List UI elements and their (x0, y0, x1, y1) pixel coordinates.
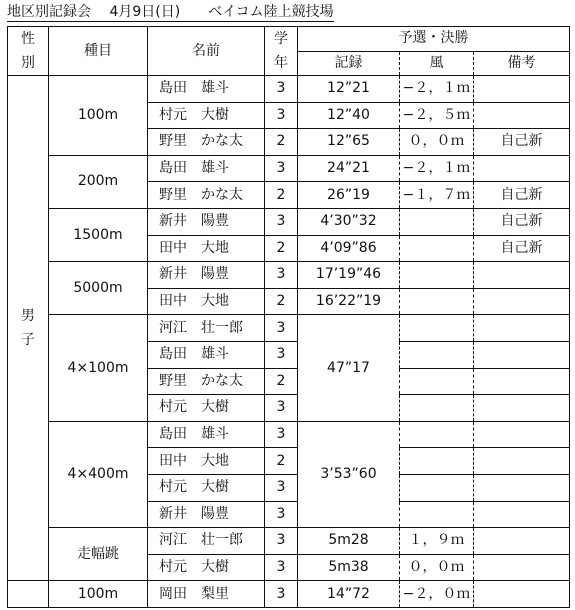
note-cell (474, 474, 570, 501)
note-cell (474, 581, 570, 608)
note-cell (474, 341, 570, 368)
athlete-name: 野里 かな太 (148, 182, 265, 209)
table-row (8, 528, 570, 555)
athlete-name: 岡田 梨里 (148, 581, 265, 608)
record-cell: 12”21 (298, 76, 400, 103)
wind-cell: １，９ｍ (400, 528, 474, 555)
header-name: 名前 (148, 27, 265, 76)
event-name: 4×100m (49, 315, 148, 421)
athlete-name: 村元 大樹 (148, 102, 265, 129)
athlete-grade: 3 (265, 581, 298, 608)
gender-female (8, 581, 49, 608)
athlete-name: 野里 かな太 (148, 129, 265, 156)
note-cell (474, 315, 570, 342)
athlete-name: 田中 大地 (148, 448, 265, 475)
note-cell (474, 102, 570, 129)
athlete-grade: 3 (265, 421, 298, 448)
note-cell (474, 262, 570, 289)
note-cell (474, 368, 570, 395)
event-name: 100m (49, 581, 148, 608)
athlete-name: 島田 雄斗 (148, 155, 265, 182)
wind-cell: −１，７ｍ (400, 182, 474, 209)
athlete-grade: 3 (265, 155, 298, 182)
note-cell (474, 448, 570, 475)
record-cell: 17’19”46 (298, 262, 400, 289)
wind-cell (400, 288, 474, 315)
table-row (8, 27, 570, 52)
athlete-name: 村元 大樹 (148, 554, 265, 581)
header-wind: 風 (400, 51, 474, 76)
header-note: 備考 (474, 51, 570, 76)
record-cell: 14”72 (298, 581, 400, 608)
athlete-name: 村元 大樹 (148, 474, 265, 501)
athlete-name: 新井 陽豊 (148, 262, 265, 289)
athlete-name: 島田 雄斗 (148, 421, 265, 448)
wind-cell (400, 262, 474, 289)
wind-cell: −２，０ｍ (400, 581, 474, 608)
note-cell: 自己新 (474, 235, 570, 262)
wind-cell (400, 315, 474, 342)
athlete-grade: 3 (265, 76, 298, 103)
wind-cell (400, 395, 474, 422)
wind-cell (400, 368, 474, 395)
note-cell (474, 288, 570, 315)
athlete-grade: 3 (265, 208, 298, 235)
athlete-grade: 3 (265, 501, 298, 528)
header-event: 種目 (49, 27, 148, 76)
athlete-grade: 3 (265, 474, 298, 501)
note-cell (474, 395, 570, 422)
athlete-grade: 3 (265, 528, 298, 555)
note-cell (474, 76, 570, 103)
athlete-name: 河江 壮一郎 (148, 528, 265, 555)
table-row (8, 262, 570, 289)
wind-cell (400, 474, 474, 501)
note-cell: 自己新 (474, 208, 570, 235)
record-cell: 26”19 (298, 182, 400, 209)
athlete-grade: 3 (265, 262, 298, 289)
athlete-name: 島田 雄斗 (148, 341, 265, 368)
gender-male: 男 子 (8, 76, 49, 581)
athlete-grade: 3 (265, 341, 298, 368)
athlete-grade: 3 (265, 395, 298, 422)
athlete-grade: 3 (265, 315, 298, 342)
wind-cell: ０，０ｍ (400, 129, 474, 156)
wind-cell: ０，０ｍ (400, 554, 474, 581)
record-cell: 24”21 (298, 155, 400, 182)
record-cell: 5m38 (298, 554, 400, 581)
note-cell: 自己新 (474, 182, 570, 209)
athlete-name: 島田 雄斗 (148, 76, 265, 103)
record-cell: 4’30”32 (298, 208, 400, 235)
athlete-name: 田中 大地 (148, 235, 265, 262)
event-name: 200m (49, 155, 148, 208)
header-grade: 学 年 (265, 27, 298, 76)
table-row (8, 208, 570, 235)
note-cell (474, 501, 570, 528)
header-prelim-final: 予選・決勝 (298, 27, 570, 52)
note-cell (474, 421, 570, 448)
athlete-name: 河江 壮一郎 (148, 315, 265, 342)
note-cell (474, 155, 570, 182)
table-row (8, 581, 570, 608)
record-cell: 5m28 (298, 528, 400, 555)
event-name: 4×400m (49, 421, 148, 527)
athlete-grade: 2 (265, 129, 298, 156)
athlete-grade: 2 (265, 368, 298, 395)
athlete-name: 田中 大地 (148, 288, 265, 315)
wind-cell (400, 421, 474, 448)
event-name: 5000m (49, 262, 148, 315)
header-gender: 性 別 (8, 27, 49, 76)
athlete-name: 野里 かな太 (148, 368, 265, 395)
athlete-grade: 2 (265, 182, 298, 209)
athlete-grade: 2 (265, 288, 298, 315)
note-cell: 自己新 (474, 129, 570, 156)
document-title: 地区別記録会 4月9日(日) ベイコム陸上競技場 (7, 4, 334, 20)
wind-cell (400, 208, 474, 235)
wind-cell (400, 235, 474, 262)
athlete-grade: 2 (265, 448, 298, 475)
record-cell: 16’22”19 (298, 288, 400, 315)
athlete-grade: 2 (265, 235, 298, 262)
wind-cell: −２，１ｍ (400, 155, 474, 182)
wind-cell: −２，５ｍ (400, 102, 474, 129)
note-cell (474, 554, 570, 581)
event-name: 走幅跳 (49, 528, 148, 581)
relay-record: 3’53”60 (298, 421, 400, 527)
wind-cell: −２，１ｍ (400, 76, 474, 103)
athlete-name: 新井 陽豊 (148, 208, 265, 235)
table-row (8, 155, 570, 182)
athlete-name: 新井 陽豊 (148, 501, 265, 528)
record-cell: 12”40 (298, 102, 400, 129)
table-row (8, 76, 570, 103)
note-cell (474, 528, 570, 555)
table-row (8, 421, 570, 448)
event-name: 1500m (49, 208, 148, 261)
athlete-grade: 3 (265, 102, 298, 129)
wind-cell (400, 448, 474, 475)
relay-record: 47”17 (298, 315, 400, 421)
header-record: 記録 (298, 51, 400, 76)
record-cell: 4’09”86 (298, 235, 400, 262)
table-row (8, 315, 570, 342)
results-table (7, 26, 570, 608)
wind-cell (400, 501, 474, 528)
athlete-grade: 3 (265, 554, 298, 581)
event-name: 100m (49, 76, 148, 156)
athlete-name: 村元 大樹 (148, 395, 265, 422)
record-cell: 12”65 (298, 129, 400, 156)
wind-cell (400, 341, 474, 368)
